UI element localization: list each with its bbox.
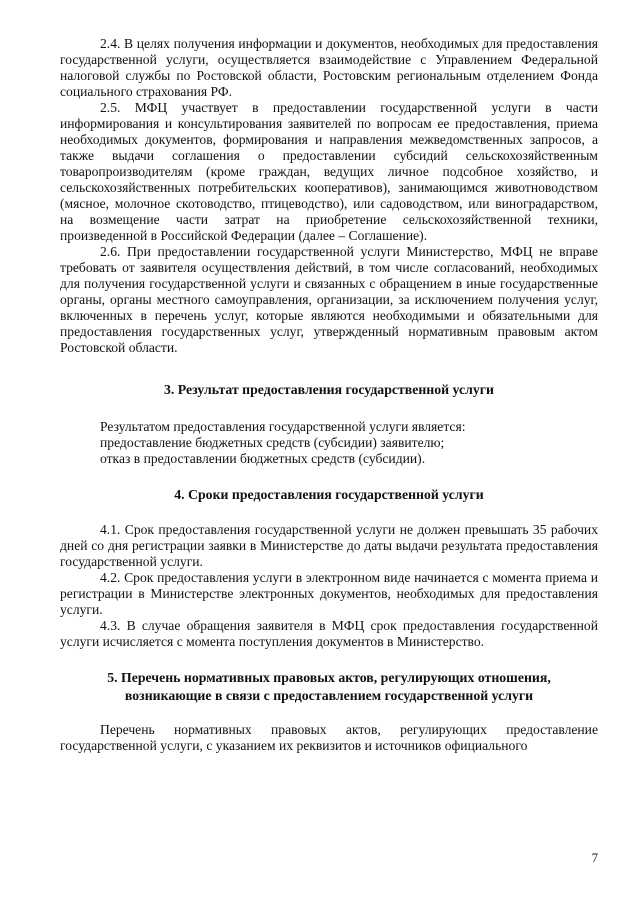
result-item-grant: предоставление бюджетных средств (субсидии) заявителю; [100, 435, 445, 450]
result-item-refusal: отказ в предоставлении бюджетных средств (субсидии). [100, 451, 426, 466]
section-5-heading-line-1: 5. Перечень нормативных правовых актов, регулирующих отношения, [107, 670, 551, 685]
document-body [60, 36, 598, 754]
section-5-heading [60, 669, 598, 705]
paragraph-4-3: 4.3. В случае обращения заявителя в МФЦ срок предоставления государственной услуги исчисляется с момента поступления документов в Министерство. [60, 618, 598, 649]
section-5-heading-line-2: возникающие в связи с предоставлением государственной услуги [124, 688, 534, 703]
paragraph-2-6: 2.6. При предоставлении государственной услуги Министерство, МФЦ не вправе требовать от заявителя осуществления действий, в том числе согласований, необходимых для получения государственной услуги и связанных с обращением в иные государственные органы, органы местного самоуправления, организации, за исключением получения услуг, включенных в перечень услуг, которые являются необходимыми и обязательными для предоставления государственных услуг, утвержденный нормативным правовым актом Ростовской области. [60, 244, 598, 355]
result-intro: Результатом предоставления государственной услуги является: [100, 419, 466, 434]
section-4-heading: 4. Сроки предоставления государственной услуги [174, 487, 484, 502]
page-number: 7 [591, 851, 598, 865]
section-3-heading: 3. Результат предоставления государственной услуги [163, 382, 495, 397]
paragraph-5-intro: Перечень нормативных правовых актов, регулирующих предоставление государственной услуги, с указанием их реквизитов и источников официального [60, 722, 598, 753]
paragraph-4-2: 4.2. Срок предоставления услуги в электронном виде начинается с момента приема и регистрации в Министерстве электронных документов, необходимых для предоставления услуги. [60, 570, 598, 617]
paragraph-2-4: 2.4. В целях получения информации и документов, необходимых для предоставления государственной услуги, осуществляется взаимодействие с Управлением Федеральной налоговой службы по Ростовской области, Ростовским региональным отделением Фонда социального страхования РФ. [60, 36, 598, 99]
paragraph-4-1: 4.1. Срок предоставления государственной услуги не должен превышать 35 рабочих дней со дня регистрации заявки в Министерстве до даты выдачи результата предоставления государственной услуги. [60, 522, 598, 569]
paragraph-2-5: 2.5. МФЦ участвует в предоставлении государственной услуги в части информирования и консультирования заявителей по вопросам ее предоставления, приема необходимых документов, формирования и направления межведомственных запросов, а также выдачи соглашения о предоставлении субсидий сельскохозяйственным товаропроизводителям (кроме граждан, ведущих личное подсобное хозяйство, и сельскохозяйственных потребительских кооперативов), занимающимся животноводством (мясное, молочное скотоводство, птицеводство), или садоводством, или виноградарством, на возмещение части затрат на приобретение сельскохозяйственной техники, произведенной в Российской Федерации (далее – Соглашение). [60, 100, 598, 243]
